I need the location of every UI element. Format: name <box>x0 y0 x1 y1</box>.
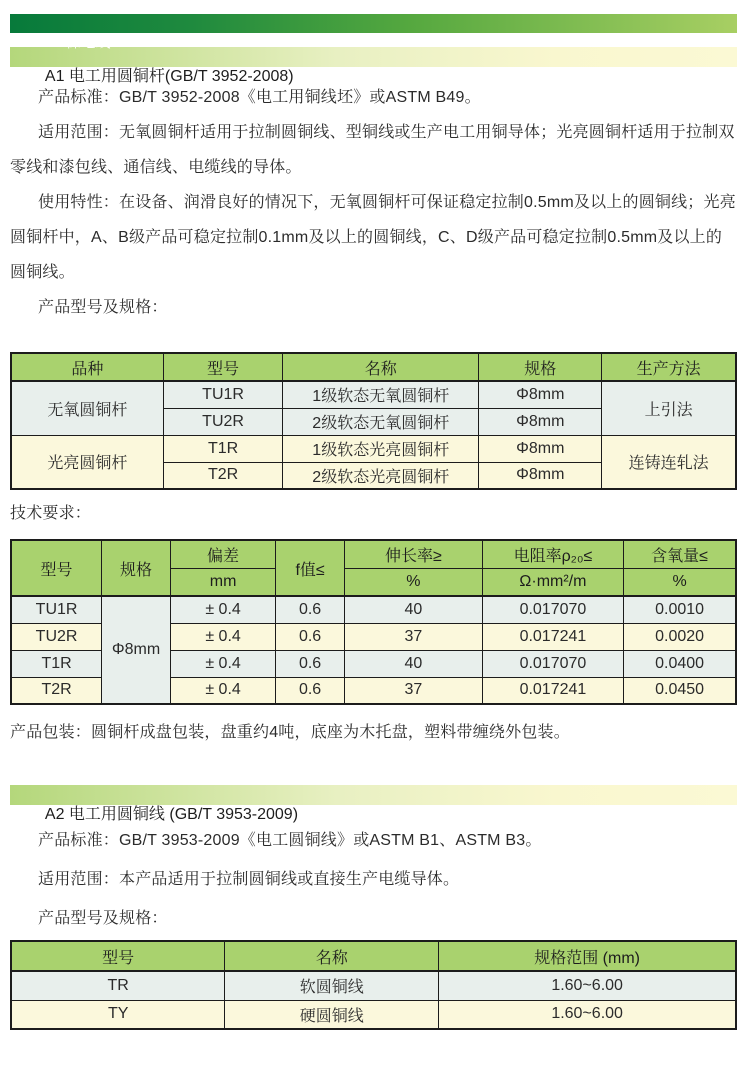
cell-deviation: ± 0.4 <box>171 650 276 677</box>
header-elongation: 伸长率≥ <box>345 540 483 568</box>
header-f-value: f值≤ <box>276 540 345 596</box>
cell-resistivity: 0.017070 <box>482 596 623 623</box>
wire-spec-table <box>10 940 737 1030</box>
category-banner-title: A 裸电线 <box>43 34 111 51</box>
paragraph-product-standard: 产品标准：GB/T 3953-2009《电工圆铜线》或ASTM B1、ASTM B3。 <box>38 832 542 849</box>
section-a1-header <box>10 47 737 85</box>
cell-model: TY <box>11 1000 225 1029</box>
cell-spec: Φ8mm <box>479 462 602 489</box>
cell-elongation: 37 <box>345 677 483 704</box>
cell-oxygen: 0.0020 <box>624 623 736 650</box>
cell-range: 1.60~6.00 <box>439 971 736 1000</box>
paragraph-application-scope: 适用范围：本产品适用于拉制圆铜线或直接生产电缆导体。 <box>38 871 460 888</box>
cell-model: T2R <box>11 677 102 704</box>
header-resistivity-unit: Ω·mm²/m <box>482 568 623 596</box>
cell-oxygen: 0.0450 <box>624 677 736 704</box>
cell-model: T1R <box>163 435 283 462</box>
header-elongation-unit: % <box>345 568 483 596</box>
cell-variety: 无氧圆铜杆 <box>11 381 163 435</box>
paragraph-product-standard: 产品标准：GB/T 3952-2008《电工用铜线坯》或ASTM B49。 <box>38 89 481 106</box>
cell-name: 1级软态光亮圆铜杆 <box>283 435 479 462</box>
cell-oxygen: 0.0400 <box>624 650 736 677</box>
technical-requirements-table <box>10 539 737 705</box>
header-oxygen: 含氧量≤ <box>624 540 736 568</box>
header-spec: 规格 <box>479 353 602 381</box>
cell-f-value: 0.6 <box>276 623 345 650</box>
header-row <box>11 540 736 568</box>
tech-table-head <box>11 540 736 596</box>
cell-model: TU1R <box>11 596 102 623</box>
cell-spec: Φ8mm <box>479 435 602 462</box>
header-row <box>11 353 736 381</box>
table-row <box>11 1000 736 1029</box>
header-model: 型号 <box>163 353 283 381</box>
cell-variety: 光亮圆铜杆 <box>11 435 163 489</box>
models-spec-table <box>10 352 737 490</box>
models-spec-table-body <box>11 381 736 489</box>
cell-spec: Φ8mm <box>479 408 602 435</box>
cell-deviation: ± 0.4 <box>171 596 276 623</box>
header-spec: 规格 <box>102 540 171 596</box>
cell-elongation: 40 <box>345 596 483 623</box>
paragraph-packaging: 产品包装：圆铜杆成盘包装，盘重约4吨，底座为木托盘，塑料带缠绕外包装。 <box>10 724 570 741</box>
cell-f-value: 0.6 <box>276 677 345 704</box>
paragraph-application-scope: 适用范围：无氧圆铜杆适用于拉制圆铜线、型铜线或生产电工用铜导体；光亮圆铜杆适用于拉制双零线和漆包线、通信线、电缆线的导体。 <box>10 124 735 176</box>
header-model: 型号 <box>11 540 102 596</box>
cell-resistivity: 0.017070 <box>482 650 623 677</box>
cell-shared-spec: Φ8mm <box>102 596 171 704</box>
header-model: 型号 <box>11 941 225 971</box>
cell-deviation: ± 0.4 <box>171 677 276 704</box>
cell-name: 硬圆铜线 <box>225 1000 439 1029</box>
cell-deviation: ± 0.4 <box>171 623 276 650</box>
section-a1-title: A1 电工用圆铜杆(GB/T 3952-2008) <box>44 68 294 85</box>
tech-table-body <box>11 596 736 704</box>
header-name: 名称 <box>283 353 479 381</box>
cell-spec: Φ8mm <box>479 381 602 408</box>
technical-requirements-label: 技术要求： <box>10 505 92 522</box>
header-deviation-unit: mm <box>171 568 276 596</box>
table-row <box>11 596 736 623</box>
section-a1-paragraphs <box>10 80 737 325</box>
cell-model: TU1R <box>163 381 283 408</box>
header-range: 规格范围 (mm) <box>439 941 736 971</box>
table-row <box>11 971 736 1000</box>
cell-model: TR <box>11 971 225 1000</box>
section-a2-title: A2 电工用圆铜线 (GB/T 3953-2009) <box>44 806 299 823</box>
cell-oxygen: 0.0010 <box>624 596 736 623</box>
wire-table-head <box>11 941 736 971</box>
cell-name: 2级软态光亮圆铜杆 <box>283 462 479 489</box>
cell-method: 上引法 <box>602 381 736 435</box>
header-deviation: 偏差 <box>171 540 276 568</box>
cell-model: TU2R <box>11 623 102 650</box>
cell-resistivity: 0.017241 <box>482 677 623 704</box>
table-row <box>11 381 736 408</box>
category-banner <box>10 14 737 51</box>
cell-f-value: 0.6 <box>276 596 345 623</box>
cell-model: TU2R <box>163 408 283 435</box>
cell-range: 1.60~6.00 <box>439 1000 736 1029</box>
header-method: 生产方法 <box>602 353 736 381</box>
cell-f-value: 0.6 <box>276 650 345 677</box>
catalog-page <box>0 14 753 1067</box>
paragraph-models-spec-label: 产品型号及规格： <box>38 910 168 927</box>
wire-table-body <box>11 971 736 1029</box>
cell-method: 连铸连轧法 <box>602 435 736 489</box>
header-row <box>11 941 736 971</box>
paragraph-usage-characteristics: 使用特性：在设备、润滑良好的情况下，无氧圆铜杆可保证稳定拉制0.5mm及以上的圆铜线；光亮圆铜杆中，A、B级产品可稳定拉制0.1mm及以上的圆铜线，C、D级产品可稳定拉制0.5mm及以上的圆铜线。 <box>10 194 736 281</box>
header-resistivity: 电阻率ρ₂₀≤ <box>482 540 623 568</box>
section-a2-paragraphs <box>10 823 737 936</box>
cell-name: 软圆铜线 <box>225 971 439 1000</box>
cell-name: 2级软态无氧圆铜杆 <box>283 408 479 435</box>
header-variety: 品种 <box>11 353 163 381</box>
table-row <box>11 435 736 462</box>
cell-model: T2R <box>163 462 283 489</box>
cell-model: T1R <box>11 650 102 677</box>
section-a2-header <box>10 785 737 823</box>
header-oxygen-unit: % <box>624 568 736 596</box>
cell-resistivity: 0.017241 <box>482 623 623 650</box>
paragraph-models-spec-label: 产品型号及规格： <box>38 299 168 316</box>
cell-elongation: 40 <box>345 650 483 677</box>
cell-elongation: 37 <box>345 623 483 650</box>
models-spec-table-head <box>11 353 736 381</box>
header-name: 名称 <box>225 941 439 971</box>
cell-name: 1级软态无氧圆铜杆 <box>283 381 479 408</box>
